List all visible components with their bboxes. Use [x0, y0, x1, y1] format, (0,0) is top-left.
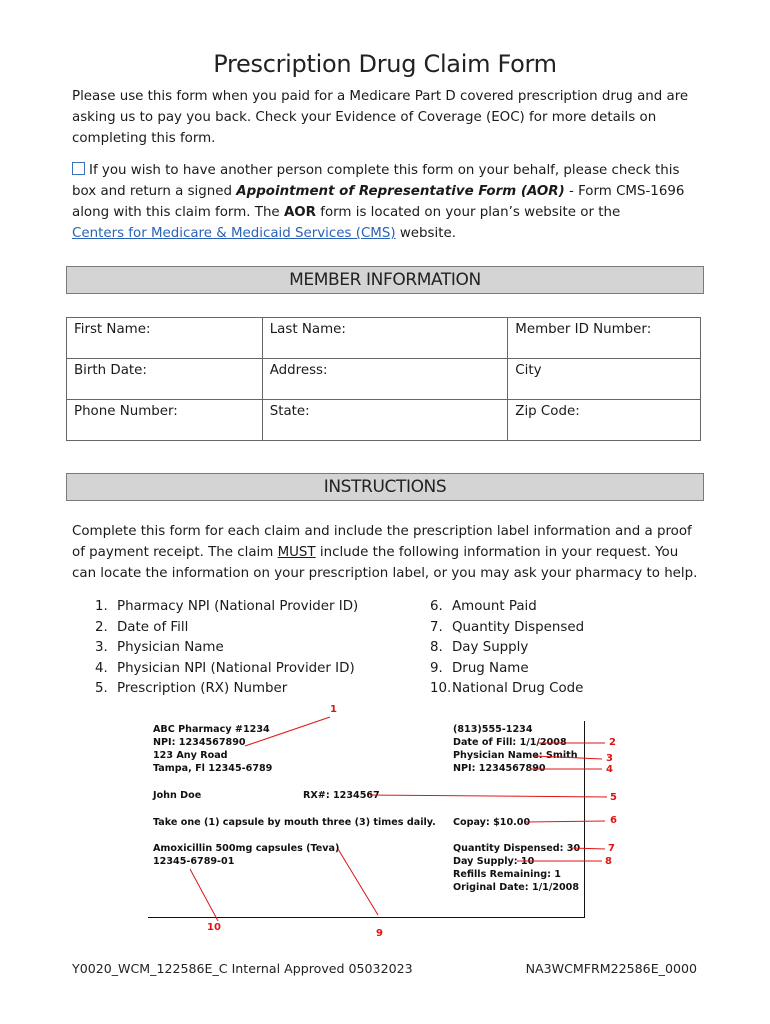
list-item	[95, 659, 358, 680]
annotation-line-1	[245, 717, 330, 746]
sample-prescription-label	[140, 704, 630, 945]
list-item	[95, 618, 358, 639]
annotation-marker-10: 10	[207, 922, 221, 933]
list-item-text: Pharmacy NPI (National Provider ID)	[117, 599, 359, 614]
list-item-number: 9.	[430, 660, 443, 676]
annotation-marker-5: 5	[610, 792, 617, 803]
list-item-number: 6.	[430, 599, 443, 614]
list-item-text: Quantity Dispensed	[452, 619, 585, 635]
list-item-number: 8.	[430, 640, 443, 656]
label-physician-npi: NPI: 1234567890	[453, 763, 546, 774]
list-item	[95, 638, 358, 659]
label-phone: (813)555-1234	[453, 724, 533, 735]
instructions-paragraph	[72, 521, 702, 584]
instr-text-2: include the following information in your request. You can locate the information on your prescription label, or you may ask your pharmacy to help.	[72, 545, 698, 581]
required-items-list-right	[430, 597, 584, 700]
list-item-text: Date of Fill	[117, 619, 189, 635]
instr-text-1: Complete this form for each claim and include the prescription label information and a proof of payment receipt. The claim	[72, 524, 692, 560]
first-name-field[interactable]: First Name:	[67, 318, 263, 359]
list-item-number: 7.	[430, 619, 443, 635]
label-rx-number: RX#: 1234567	[303, 790, 380, 801]
table-row	[67, 359, 701, 400]
list-item-text: Physician NPI (National Provider ID)	[117, 660, 355, 676]
list-item	[430, 659, 584, 680]
annotation-arrows	[140, 715, 630, 945]
list-item-number: 3.	[95, 640, 108, 656]
list-item-number: 2.	[95, 619, 108, 635]
table-row	[67, 400, 701, 441]
list-item-number: 5.	[95, 681, 108, 697]
list-item	[95, 679, 358, 700]
label-copay: Copay: $10.00	[453, 817, 531, 828]
rep-text-1: If you wish to have another person complete this form on your behalf, please check this box and return a signed	[72, 163, 680, 199]
address-field[interactable]: Address:	[262, 359, 508, 400]
annotation-marker-1: 1	[330, 704, 337, 715]
annotation-line-5	[370, 795, 607, 797]
instructions-heading: INSTRUCTIONS	[66, 473, 704, 501]
aor-abbrev: AOR	[283, 205, 316, 220]
list-item-number: 4.	[95, 660, 108, 676]
birth-date-field[interactable]: Birth Date:	[67, 359, 263, 400]
list-item	[430, 597, 584, 618]
annotation-line-10	[190, 869, 218, 921]
intro-paragraph: Please use this form when you paid for a Medicare Part D covered prescription drug and are asking us to pay you back. Check your Evidence of Coverage (EOC) for more details on completing this form.	[72, 89, 689, 146]
annotation-line-6	[526, 821, 605, 822]
member-id-field[interactable]: Member ID Number:	[508, 318, 701, 359]
label-drug-name: Amoxicillin 500mg capsules (Teva)	[153, 843, 340, 854]
rep-text-3: form is located on your plan’s website or the	[316, 205, 621, 220]
state-field[interactable]: State:	[262, 400, 508, 441]
label-refills: Refills Remaining: 1	[453, 869, 561, 880]
must-emphasis: MUST	[277, 545, 316, 560]
representative-checkbox[interactable]	[72, 162, 85, 175]
list-item	[430, 618, 584, 639]
label-original-date: Original Date: 1/1/2008	[453, 882, 580, 893]
annotation-line-3	[535, 756, 602, 759]
annotation-line-9	[338, 849, 378, 915]
list-item	[430, 638, 584, 659]
list-item-text: Physician Name	[117, 640, 224, 656]
footer-form-code: NA3WCMFRM22586E_0000	[525, 961, 697, 976]
label-address-1: 123 Any Road	[153, 750, 228, 761]
list-item-text: Amount Paid	[452, 599, 537, 614]
label-date-of-fill: Date of Fill: 1/1/2008	[453, 737, 567, 748]
phone-number-field[interactable]: Phone Number:	[67, 400, 263, 441]
label-patient: John Doe	[153, 790, 202, 801]
city-field[interactable]: City	[508, 359, 701, 400]
cms-link[interactable]: Centers for Medicare & Medicaid Services (CMS)	[72, 226, 396, 241]
label-day-supply: Day Supply: 10	[453, 856, 535, 867]
representative-paragraph	[72, 160, 702, 244]
list-item-number: 1.	[95, 599, 108, 614]
list-item-text: Drug Name	[452, 660, 529, 676]
annotation-marker-4: 4	[606, 764, 613, 775]
list-item-number: 10.	[430, 681, 452, 697]
label-ndc: 12345-6789-01	[153, 856, 235, 867]
last-name-field[interactable]: Last Name:	[262, 318, 508, 359]
annotation-line-7	[572, 848, 605, 849]
label-physician-name: Physician Name: Smith	[453, 750, 578, 761]
table-row	[67, 318, 701, 359]
form-title: Prescription Drug Claim Form	[213, 50, 557, 78]
annotation-marker-9: 9	[376, 928, 383, 939]
annotation-marker-2: 2	[609, 737, 616, 748]
member-information-heading: MEMBER INFORMATION	[66, 266, 704, 294]
footer-approval-code: Y0020_WCM_122586E_C Internal Approved 05032023	[72, 961, 413, 976]
label-pharmacy: ABC Pharmacy #1234	[153, 724, 270, 735]
member-information-table	[66, 317, 701, 441]
label-address-2: Tampa, Fl 12345-6789	[153, 763, 273, 774]
label-quantity: Quantity Dispensed: 30	[453, 843, 581, 854]
required-items-list-left	[95, 597, 358, 700]
annotation-marker-6: 6	[610, 815, 617, 826]
list-item-text: Day Supply	[452, 640, 529, 656]
zip-code-field[interactable]: Zip Code:	[508, 400, 701, 441]
list-item-text: National Drug Code	[452, 681, 584, 697]
aor-form-name: Appointment of Representative Form (AOR)	[236, 184, 565, 199]
rep-text-4: website.	[395, 226, 456, 241]
annotation-marker-8: 8	[605, 856, 612, 867]
list-item	[95, 597, 358, 618]
rep-text-2: - Form CMS-1696 along with this claim form. The	[72, 184, 685, 220]
annotation-marker-7: 7	[608, 843, 615, 854]
label-pharmacy-npi: NPI: 1234567890	[153, 737, 246, 748]
list-item	[430, 679, 584, 700]
label-directions: Take one (1) capsule by mouth three (3) times daily.	[153, 817, 436, 828]
annotation-marker-3: 3	[606, 753, 613, 764]
list-item-text: Prescription (RX) Number	[117, 681, 288, 697]
